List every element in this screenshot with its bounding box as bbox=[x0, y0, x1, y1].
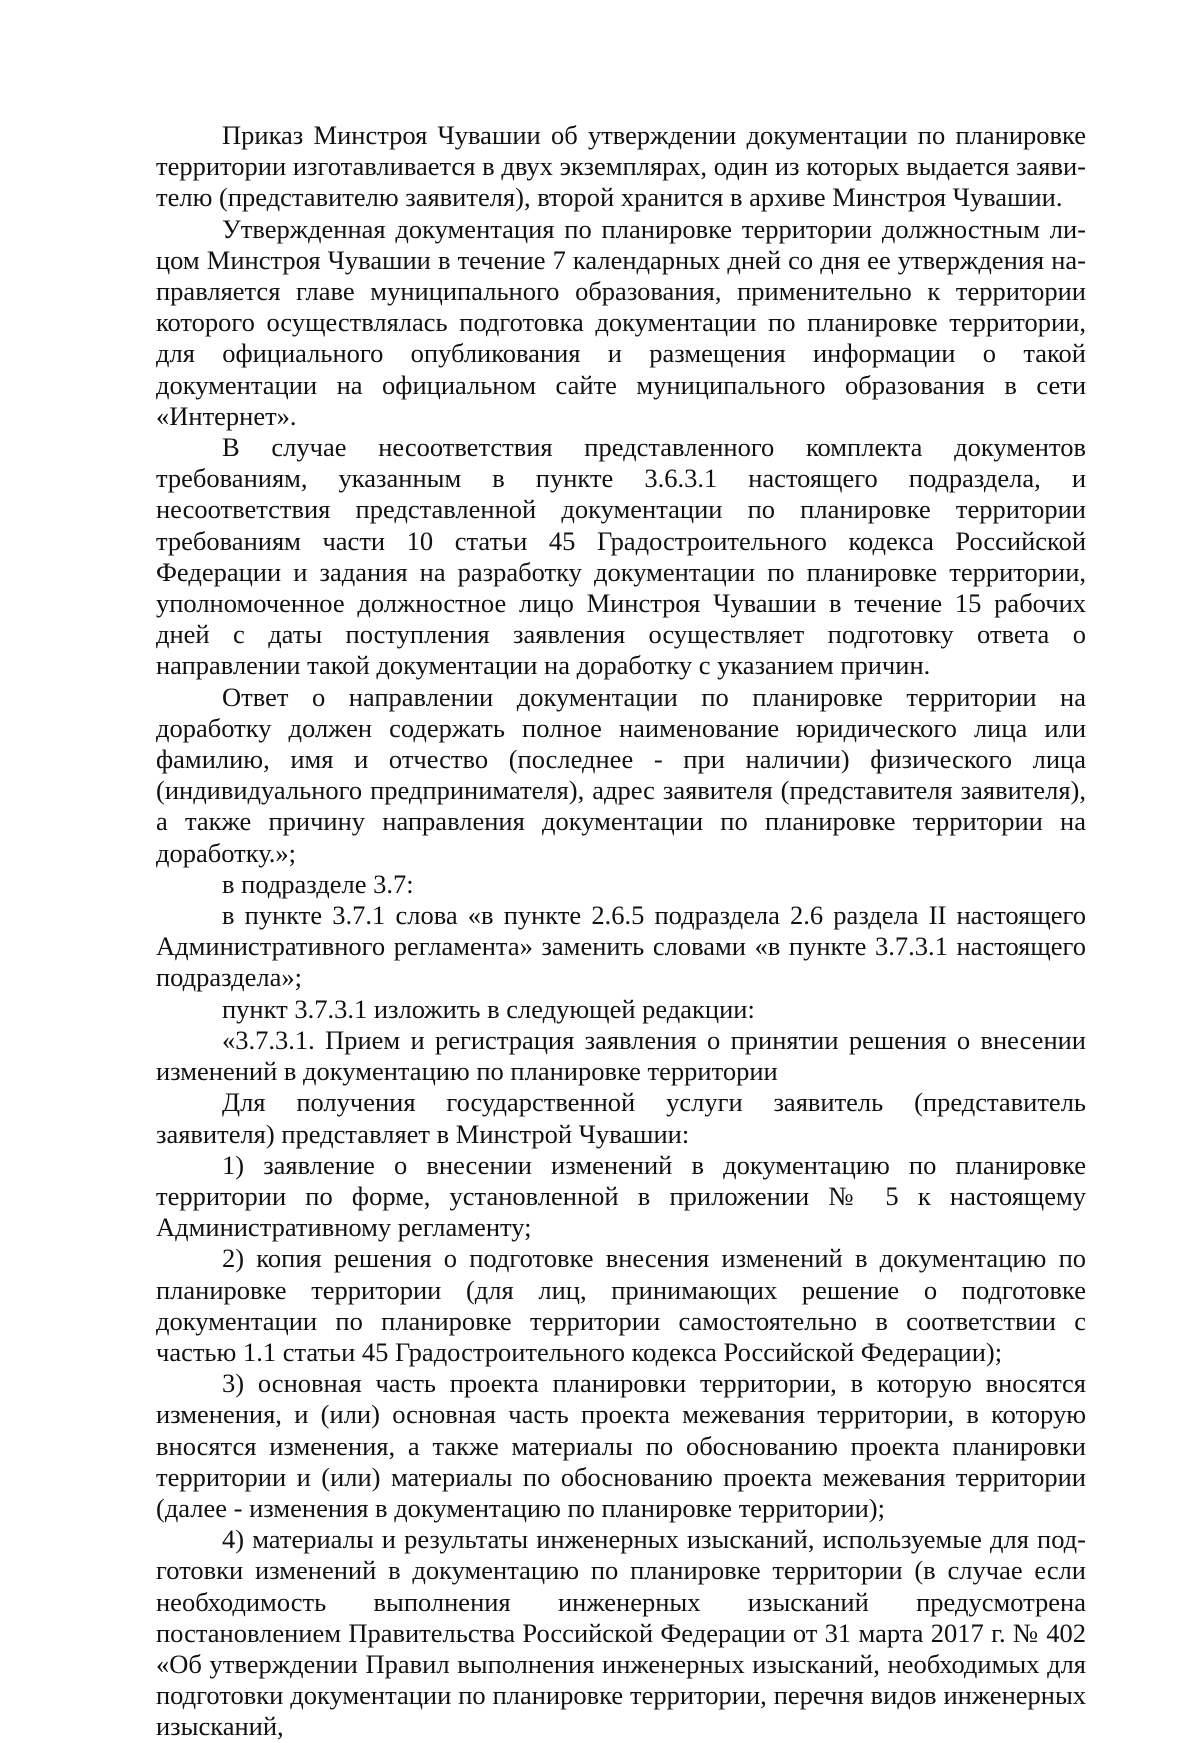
list-item-3: 3) основная часть проекта планировки территории, в которую вносятся изменения, и (или) основная часть проекта межевания территории, в которую вносятся изменения, а также материалы по обоснованию проекта планировки территории и (или) материалы по обоснованию проекта межевания территории (далее - изменения в документацию по планировке территории); bbox=[156, 1368, 1086, 1523]
list-item-2: 2) копия решения о подготовке внесения изменений в документацию по планировке территории (для лиц, принимающих решение о подготовке документации по планировке территории самостоятельно в соответствии с частью 1.1 статьи 45 Градостроительного кодекса Российской Федерации); bbox=[156, 1243, 1086, 1367]
paragraph-item-3-7-3-1-intro: пункт 3.7.3.1 изложить в следующей редакции: bbox=[222, 993, 755, 1024]
paragraph-item-3-7-1: в пункте 3.7.1 слова «в пункте 2.6.5 подраздела 2.6 раздела II настоящего Административного регламента» заменить словами «в пункте 3.7.3.1 настоящего подраздела»; bbox=[156, 900, 1086, 993]
paragraph-nonconformity: В случае несоответствия представленного комплекта документов требованиям, указанным в пункте 3.6.3.1 настоящего подраздела, и несоответствия представленной документации по планировке территории требованиям части 10 статьи 45 Градостроительного кодекса Российской Федерации и задания на разработку документации по планировке территории, уполномоченное должностное лицо Минстроя Чувашии в течение 15 рабочих дней с даты поступления заявления осуществляет подготовку ответа о направлении такой документации на доработку с указанием причин. bbox=[156, 432, 1086, 681]
paragraph-item-3-7-3-1-title: «3.7.3.1. Прием и регистрация заявления о принятии решения о внесении изменений в документацию по планировке территории bbox=[156, 1024, 1086, 1087]
paragraph-subsection-3-7: в подразделе 3.7: bbox=[222, 868, 414, 899]
paragraph-applicant-submits: Для получения государственной услуги заявитель (представитель заявителя) представляет в Минстрой Чувашии: bbox=[156, 1087, 1086, 1149]
paragraph-order-copies: Приказ Минстроя Чувашии об утверждении документации по планировке территории изготавливается в двух экземплярах, один из которых выдается заявителю (представителю заявителя), второй хранится в архиве Минстроя Чувашии. bbox=[156, 120, 1086, 213]
paragraph-rework-answer: Ответ о направлении документации по планировке территории на доработку должен содержать полное наименование юридического лица или фамилию, имя и отчество (последнее - при наличии) физического лица (индивидуального предпринимателя), адрес заявителя (представителя заявителя), а также причину направления документации по планировке территории на доработку.»; bbox=[156, 681, 1086, 868]
paragraph-approved-documentation: Утвержденная документация по планировке территории должностным лицом Минстроя Чувашии в течение 7 календарных дней со дня ее утверждения направляется главе муниципального образования, применительно к территории которого осуществлялась подготовка документации по планировке территории, для официального опубликования и размещения информации о такой документации на официальном сайте муниципального образования в сети «Интернет». bbox=[156, 213, 1086, 431]
list-item-1: 1) заявление о внесении изменений в документацию по планировке территории по форме, установленной в приложении № 5 к настоящему Административному регламенту; bbox=[156, 1149, 1086, 1243]
list-item-4: 4) материалы и результаты инженерных изысканий, используемые для подготовки изменений в документацию по планировке территории (в случае если необходимость выполнения инженерных изысканий предусмотрена постановлением Правительства Российской Федерации от 31 марта 2017 г. № 402 «Об утверждении Правил выполнения инженерных изысканий, необходимых для подготовки документации по планировке территории, перечня видов инженерных изысканий, bbox=[156, 1524, 1086, 1742]
document-page bbox=[156, 120, 1086, 1743]
